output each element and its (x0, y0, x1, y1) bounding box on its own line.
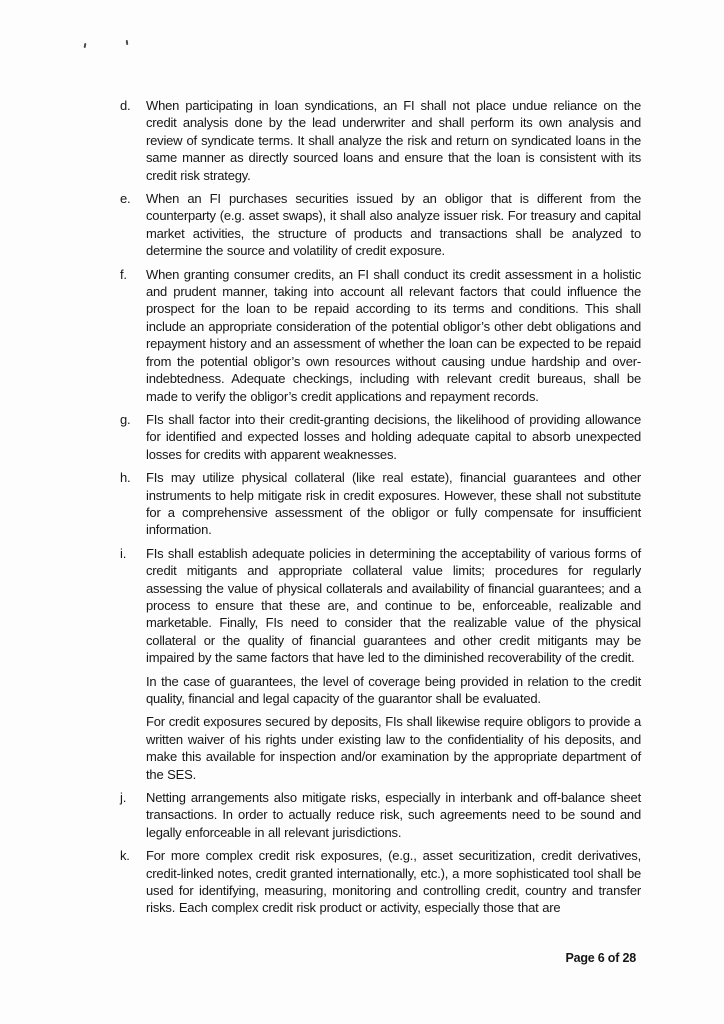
paragraph-text: For credit exposures secured by deposits, FIs shall likewise require obligors to provide a written waiver of his rights under existing law to the confidentiality of his deposits, and make this available for inspection and/or examination by the appropriate department of the SES. (146, 714, 641, 782)
paragraph-text: FIs shall factor into their credit-granting decisions, the likelihood of providing allowance for identified and expected losses and holding adequate capital to absorb unexpected losses for credits with apparent weaknesses. (146, 411, 641, 462)
paragraph-label: g. (120, 411, 131, 427)
paragraph-text: For more complex credit risk exposures, (e.g., asset securitization, credit derivatives, credit-linked notes, credit granted internationally, etc.), a more sophisticated tool shall be used for identifying, measuring, monitoring and controlling credit, country and transfer risks. Each complex credit risk product or activity, especially those that are (146, 848, 641, 916)
page-footer (565, 951, 636, 965)
paragraph-e (120, 190, 641, 260)
paragraph-label: k. (120, 848, 130, 864)
paragraph-text: When an FI purchases securities issued by an obligor that is different from the counterparty (e.g. asset swaps), it shall also analyze issuer risk. For treasury and capital market activities, the structure of products and transactions shall be analyzed to determine the source and volatility of credit exposure. (146, 191, 641, 259)
paragraph-i-continuation-deposits (120, 713, 641, 783)
paragraph-label (120, 713, 146, 783)
page-number: Page 6 of 28 (565, 951, 636, 965)
document-body (120, 97, 641, 923)
paragraph-label: e. (120, 191, 131, 207)
paragraph-i (120, 545, 641, 667)
paragraph-j (120, 789, 641, 841)
paragraph-text: Netting arrangements also mitigate risks, especially in interbank and off-balance sheet transactions. In order to actually reduce risk, such agreements need to be sound and legally enforceable in all relevant jurisdictions. (146, 790, 641, 840)
paragraph-label: f. (120, 266, 127, 282)
paragraph-i-continuation-guarantees (120, 673, 641, 708)
paragraph-text: FIs may utilize physical collateral (like real estate), financial guarantees and other instruments to help mitigate risk in credit exposures. However, these shall not substitute for a comprehensive assessment of the obligor or fully compensate for insufficient information. (146, 470, 641, 538)
scan-speck (84, 43, 87, 48)
paragraph-text: FIs shall establish adequate policies in determining the acceptability of various forms of credit mitigants and appropriate collateral value limits; procedures for regularly assessing the value of physical collaterals and availability of financial guarantees; and a process to ensure that these are, and continue to be, enforceable, realizable and marketable. Finally, FIs need to consider that the realizable value of the physical collateral or the quality of financial guarantees and other credit mitigants may be impaired by the same factors that have led to the diminished recoverability of the credit. (146, 545, 641, 666)
paragraph-label: i. (120, 545, 127, 561)
paragraph-label: d. (120, 98, 131, 113)
paragraph-k (120, 847, 641, 917)
paragraph-text: When participating in loan syndications, an FI shall not place undue reliance on the credit analysis done by the lead underwriter and shall perform its own analysis and review of syndicate terms. It shall analyze the risk and return on syndicated loans in the same manner as directly sourced loans and ensure that the loan is consistent with its credit risk strategy. (146, 98, 641, 183)
paragraph-text: In the case of guarantees, the level of coverage being provided in relation to the credit quality, financial and legal capacity of the guarantor shall be evaluated. (146, 673, 641, 706)
paragraph-h (120, 469, 641, 539)
paragraph-f (120, 266, 641, 405)
paragraph-g (120, 411, 641, 463)
paragraph-d (120, 97, 641, 184)
paragraph-label (120, 673, 146, 708)
scan-speck (126, 40, 129, 45)
paragraph-label: h. (120, 470, 131, 486)
paragraph-text: When granting consumer credits, an FI shall conduct its credit assessment in a holistic and prudent manner, taking into account all relevant factors that could influence the prospect for the loan to be repaid according to its terms and conditions. This shall include an appropriate consideration of the potential obligor’s other debt obligations and repayment history and an assessment of whether the loan can be expected to be repaid from the potential obligor’s own resources without causing undue hardship and over-indebtedness. Adequate checkings, including with relevant credit bureaus, shall be made to verify the obligor’s credit applications and repayment records. (146, 266, 641, 404)
paragraph-label: j. (120, 790, 127, 806)
